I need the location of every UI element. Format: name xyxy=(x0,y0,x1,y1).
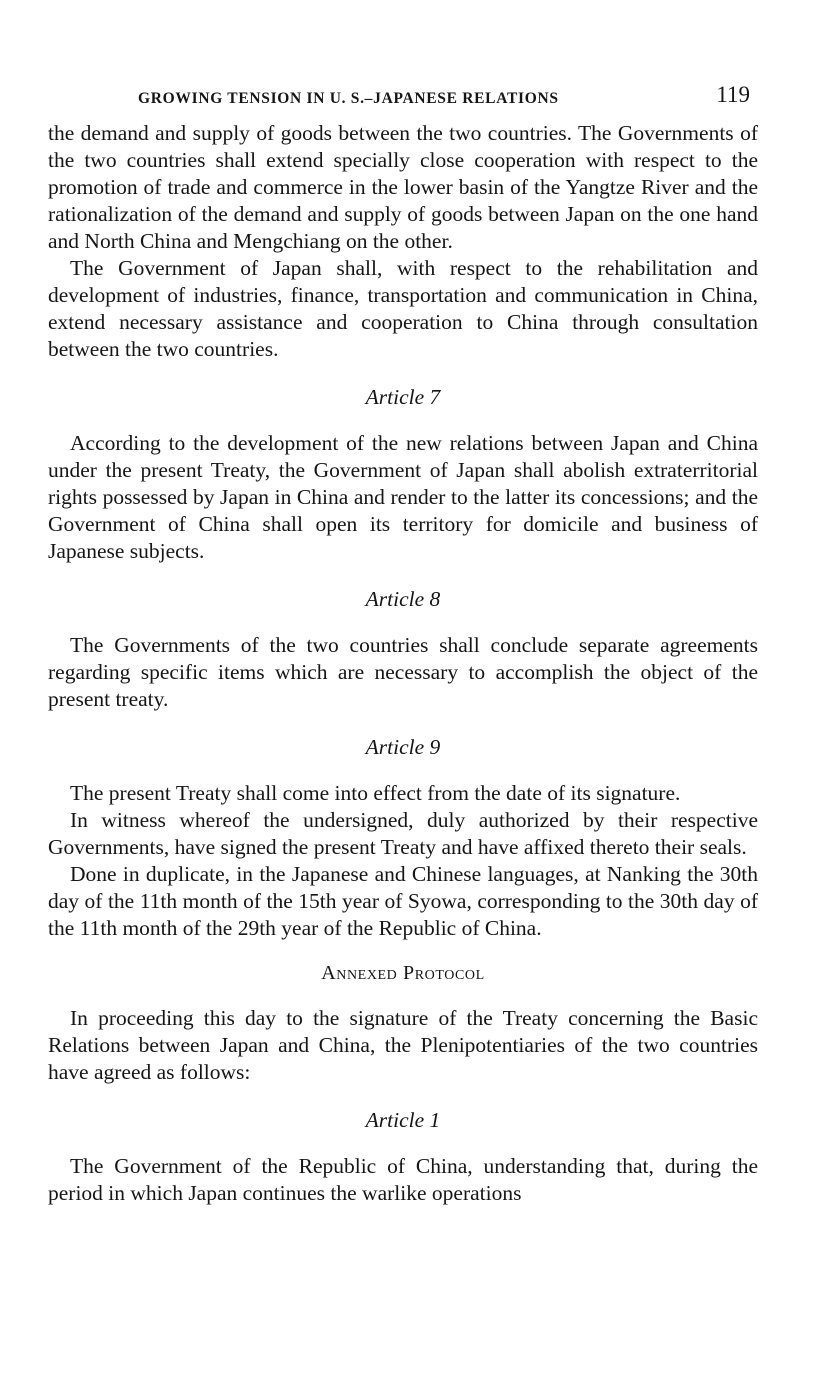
article-8-heading: Article 8 xyxy=(365,587,441,611)
running-head: GROWING TENSION IN U. S.–JAPANESE RELATIONS xyxy=(138,90,559,107)
annexed-protocol-heading: Annexed Protocol xyxy=(321,962,485,984)
article-7-text: According to the development of the new relations between Japan and China under the present Treaty, the Government of Japan shall abolish extraterritorial rights possessed by Japan in China and render to the latter its concessions; and the Government of China shall open its territory for domicile and business of Japanese subjects. xyxy=(48,431,758,563)
paragraph-trade-cooperation: the demand and supply of goods between the two countries. The Governments of the two countries shall extend specially close cooperation with respect to the promotion of trade and commerce in the lower basin of the Yangtze River and the rationalization of the demand and supply of goods between Japan on the one hand and North China and Mengchiang on the other. xyxy=(48,121,758,253)
protocol-article-1-heading: Article 1 xyxy=(365,1108,441,1132)
article-9-effect-text: The present Treaty shall come into effect from the date of its signature. xyxy=(70,781,681,805)
protocol-article-1-text: The Government of the Republic of China, understanding that, during the period in which Japan continues the warlike operations xyxy=(48,1154,758,1205)
page-header xyxy=(48,78,758,120)
page-number: 119 xyxy=(716,82,750,107)
article-7-heading: Article 7 xyxy=(365,385,441,409)
document-page xyxy=(48,78,758,1207)
article-9-heading: Article 9 xyxy=(365,735,441,759)
article-9-done-text: Done in duplicate, in the Japanese and Chinese languages, at Nanking the 30th day of the 11th month of the 15th year of Syowa, corresponding to the 30th day of the 11th month of the 29th year of the Republic of China. xyxy=(48,862,758,940)
article-9-witness-text: In witness whereof the undersigned, duly authorized by their respective Governments, have signed the present Treaty and have affixed thereto their seals. xyxy=(48,808,758,859)
protocol-intro: In proceeding this day to the signature of the Treaty concerning the Basic Relations between Japan and China, the Plenipotentiaries of the two countries have agreed as follows: xyxy=(48,1006,758,1084)
paragraph-rehabilitation: The Government of Japan shall, with respect to the rehabilitation and development of industries, finance, transportation and communication in China, extend necessary assistance and cooperation to China through consultation between the two countries. xyxy=(48,256,758,361)
article-8-text: The Governments of the two countries shall conclude separate agreements regarding specific items which are necessary to accomplish the object of the present treaty. xyxy=(48,633,758,711)
